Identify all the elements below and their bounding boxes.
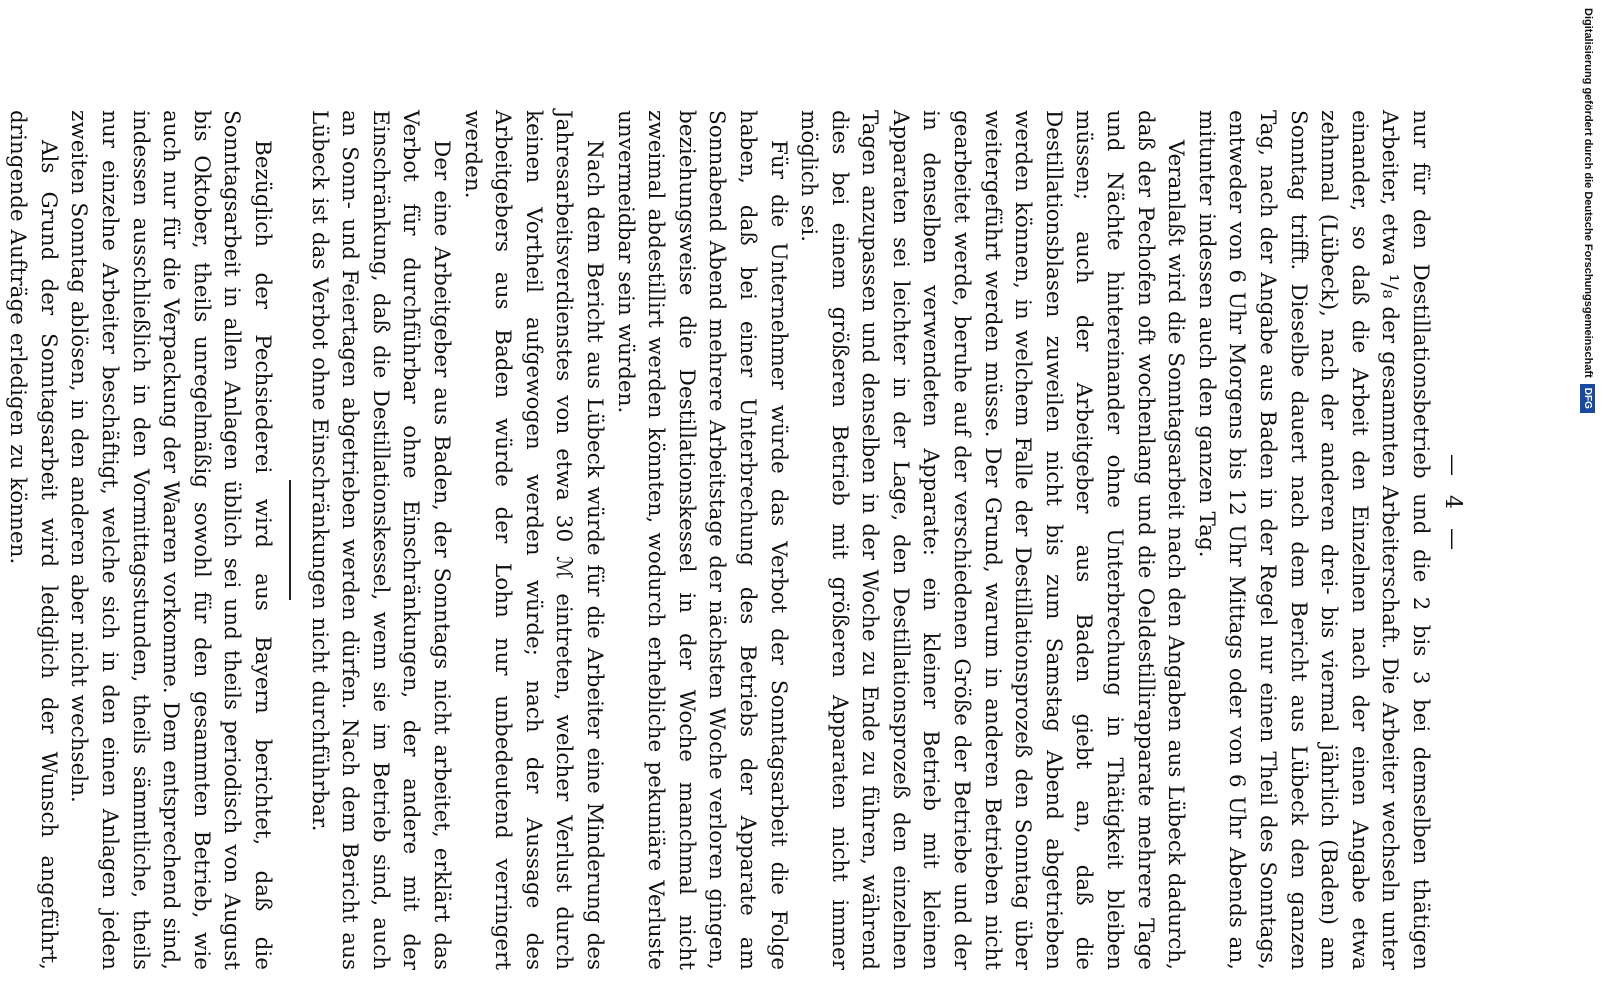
page-number: — 4 — — [1440, 454, 1465, 556]
paragraph-2: Veranlaßt wird die Sonntagsarbeit nach den Angaben aus Lübeck dadurch, daß der Pechofen oft wochenlang und die Oeldestillirapparate mehrere Tage und Nächte hintereinander ohne Unterbrechung in Thätigkeit bleiben müssen; auch der Arbeitgeber aus Baden giebt an, daß die Destillationsblasen zuweilen nicht bis zum Samstag Abend abgetrieben werden können, in welchem Falle der Destillationsprozeß den Sonntag über weitergeführt werden müsse. Der Grund, warum in anderen Betrieben nicht gearbeitet werde, beruhe auf der verschiedenen Größe der Betriebe und der in denselben verwendeten Apparate: ein kleiner Betrieb mit kleinen Apparaten sei leichter in der Lage, den Destillationsprozeß den einzelnen Tagen anzupassen und denselben in der Woche zu Ende zu führen, während dies bei einem größeren Betrieb mit größeren Apparaten nicht immer möglich sei. — [796, 110, 1189, 970]
page-body — [0, 110, 1435, 970]
credit-text: Digitalisierung gefördert durch die Deutsche Forschungsgemeinschaft — [1582, 8, 1594, 378]
dfg-logo-icon: DFG — [1581, 384, 1596, 413]
paragraph-6: Bezüglich der Pechsiederei wird aus Bayern berichtet, daß die Sonntagsarbeit in allen Anlagen üblich sei und theils periodisch von August bis Oktober, theils unregelmäßig sowohl für den gesammten Betrieb, wie auch nur für die Verpackung der Waaren vorkomme. Dem entsprechend sind, indessen ausschließlich in den Vormittagsstunden, theils sämmtliche, theils nur einzelne Arbeiter beschäftigt, welche sich in den einen Anlagen jeden zweiten Sonntag ablösen, in den anderen aber nicht wechseln. — [66, 110, 276, 970]
paragraph-1: nur für den Destillationsbetrieb und die 2 bis 3 bei demselben thätigen Arbeiter, etwa ¹/₈ der gesammten Arbeiterschaft. Die Arbeiter wechseln unter einander, so daß die Arbeit den Einzelnen nach der einen Angabe etwa zehnmal (Lübeck), nach der anderen drei- bis viermal jährlich (Baden) am Sonntag trifft. Dieselbe dauert nach dem Bericht aus Lübeck den ganzen Tag, nach der Angabe aus Baden in der Regel nur einen Theil des Sonntags, entweder von 6 Uhr Morgens bis 12 Uhr Mittags oder von 6 Uhr Abends an, mitunter indessen auch den ganzen Tag. — [1193, 110, 1433, 970]
paragraph-4: Nach dem Bericht aus Lübeck würde für die Arbeiter eine Minderung des Jahresarbeitsverdienstes von etwa 30 ℳ eintreten, welcher Verlust durch keinen Vortheil aufgewogen werden würde; nach der Aussage des Arbeitgebers aus Baden würde der Lohn nur unbedeutend verringert werden. — [459, 110, 607, 970]
scanned-page — [5, 10, 1475, 1000]
paragraph-7: Als Grund der Sonntagsarbeit wird lediglich der Wunsch angeführt, dringende Aufträge erledigen zu können. — [5, 110, 61, 970]
paragraph-3: Für die Unternehmer würde das Verbot der Sonntagsarbeit die Folge haben, daß bei einer Unterbrechung des Betriebs der Apparate am Sonnabend Abend mehrere Arbeitstage der nächsten Woche verloren gingen, beziehungsweise die Destillationskessel in der Woche manchmal nicht zweimal abdestillirt werden könnten, wodurch erhebliche pekuniäre Verluste unvermeidbar sein würden. — [612, 110, 791, 970]
section-divider — [289, 480, 291, 600]
paragraph-5: Der eine Arbeitgeber aus Baden, der Sonntags nicht arbeitet, erklärt das Verbot für durchführbar ohne Einschränkungen, der andere mit der Einschränkung, daß die Destillationskessel, wenn sie im Betrieb sind, auch an Sonn- und Feiertagen abgetrieben werden dürfen. Nach dem Bericht aus Lübeck ist das Verbot ohne Einschränkungen nicht durchführbar. — [306, 110, 454, 970]
paragraph-8 — [0, 110, 2, 970]
digitization-credit — [1578, 8, 1598, 998]
